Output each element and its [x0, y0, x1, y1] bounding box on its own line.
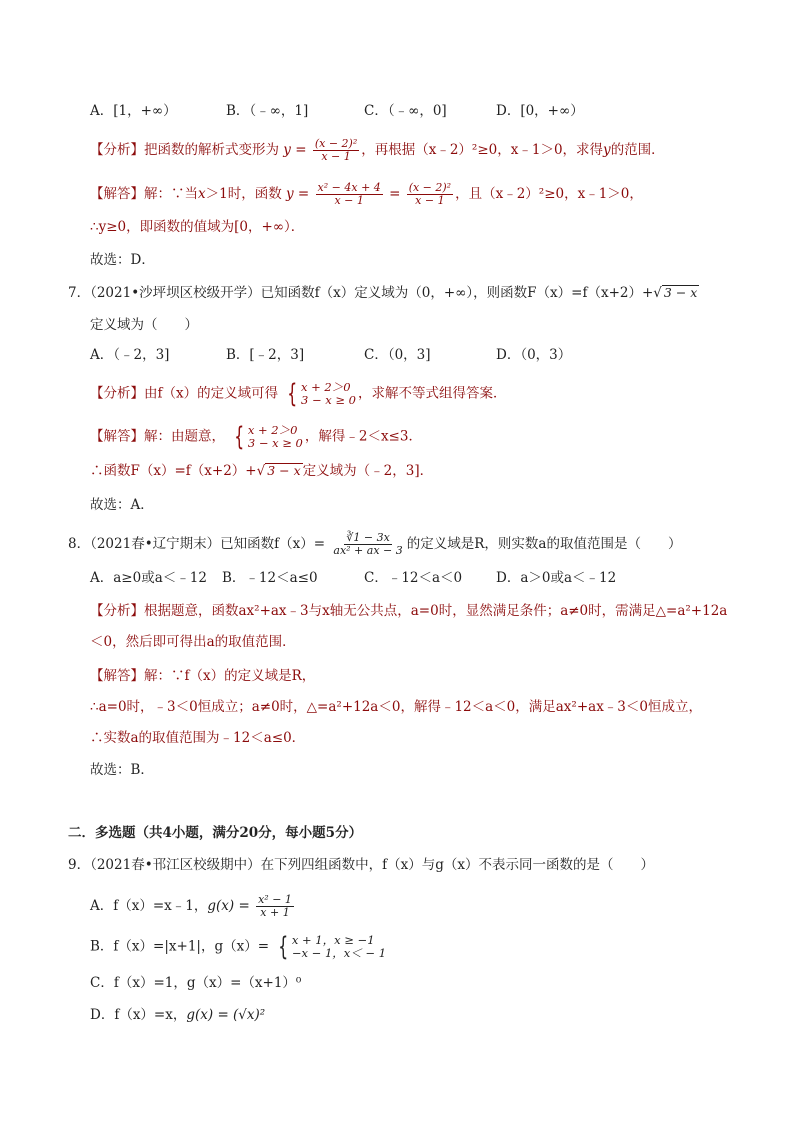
- solution-text: ，解得﹣2＜x≤3．: [304, 428, 422, 445]
- analysis-text: 把函数的解析式变形为: [144, 142, 279, 158]
- y-equals: y =: [286, 186, 310, 202]
- q7-solution-line2: [90, 462, 433, 480]
- q7-option-d: D．（0，3）: [496, 347, 572, 363]
- q8-answer: 故选：B．: [90, 762, 154, 778]
- analysis-text: 根据题意，函数ax²+ax﹣3与x轴无公共点，a=0时，显然满足条件；a≠0时，需满足△=a²+12a: [144, 603, 728, 619]
- q8-option-b: B．﹣12＜a≤0: [222, 570, 318, 586]
- q8-option-d: D．a＞0或a＜﹣12: [496, 570, 617, 586]
- g-equals: g(x) =: [207, 898, 250, 914]
- fraction-denominator: ax² + ax − 3: [333, 544, 403, 557]
- q7-stem: [68, 284, 699, 302]
- q6-analysis: [90, 138, 665, 163]
- solution-tag: 【解答】: [90, 428, 144, 445]
- analysis-tag: 【分析】: [90, 385, 144, 402]
- solution-tag: 【解答】: [90, 668, 144, 684]
- system-row: x + 2＞0: [247, 423, 298, 437]
- fraction: [313, 138, 359, 163]
- q8-option-c: C．﹣12＜a＜0: [364, 570, 463, 586]
- option-text: B．f（x）=|x+1|，g（x）=: [90, 938, 270, 955]
- q6-solution-line2: ∴y≥0，即函数的值域为[0，+∞）．: [90, 219, 305, 235]
- sqrt-icon: √: [256, 463, 266, 479]
- inequality-system: [231, 424, 303, 450]
- fraction: [316, 182, 383, 207]
- fraction-denominator: x − 1: [321, 150, 351, 163]
- solution-text: 解：∵f（x）的定义域是R，: [144, 668, 316, 684]
- q6-option-c: C．（﹣∞，0]: [364, 103, 447, 119]
- q7-stem-line2: 定义域为（ ）: [90, 317, 198, 333]
- solution-text: ，且（x﹣2）²≥0，x﹣1＞0，: [455, 186, 643, 202]
- q8-solution-line3: ∴实数a的取值范围为﹣12＜a≤0．: [90, 730, 306, 746]
- section-heading: 二．多选题（共4小题，满分20分，每小题5分）: [68, 825, 363, 841]
- sqrt-icon: √: [653, 285, 662, 301]
- analysis-text: 的范围．: [610, 142, 665, 158]
- fraction: [407, 182, 453, 207]
- system-row: 3 − x ≥ 0: [300, 393, 356, 407]
- q8-solution: [90, 667, 315, 685]
- analysis-text: ，再根据（x﹣2）²≥0，x﹣1＞0，求得: [361, 142, 604, 158]
- option-text: A．f（x）=x﹣1，: [90, 898, 208, 914]
- fraction-denominator: x − 1: [334, 194, 364, 207]
- q9-option-b: [90, 934, 388, 960]
- fraction-numerator: (x − 2)²: [408, 181, 452, 194]
- q9-stem: 9．（2021春•邗江区校级期中）在下列四组函数中，f（x）与g（x）不表示同一函数的是（ ）: [68, 857, 655, 873]
- fraction-denominator: x + 1: [260, 906, 290, 919]
- solution-text: ∴函数F（x）=f（x+2）+: [90, 463, 257, 479]
- system-row: x + 2＞0: [300, 380, 351, 394]
- fraction-numerator: ∛1 − 3x: [346, 531, 390, 544]
- sqrt-radicand: 3 − x: [663, 285, 698, 300]
- equals-sign: =: [389, 186, 401, 202]
- q9-option-a: [90, 894, 296, 919]
- fraction-numerator: x² − 4x + 4: [317, 181, 381, 194]
- fraction-denominator: x − 1: [415, 194, 445, 207]
- solution-text: 定义域为（﹣2，3]．: [302, 463, 434, 479]
- q7-option-c: C．（0，3]: [364, 347, 431, 363]
- piecewise-row: −x − 1，x＜ − 1: [291, 946, 387, 960]
- analysis-tag: 【分析】: [90, 142, 144, 158]
- q8-analysis: [90, 602, 727, 620]
- q7-option-a: A．（﹣2，3]: [90, 347, 170, 363]
- analysis-text: ，求解不等式组得答案．: [357, 385, 507, 402]
- piecewise-system: [275, 934, 386, 960]
- piecewise-row: x + 1，x ≥ −1: [291, 933, 375, 947]
- q9-option-c: C．f（x）=1，g（x）=（x+1）⁰: [90, 975, 302, 991]
- fraction-numerator: (x − 2)²: [314, 137, 358, 150]
- variable-y: y: [603, 142, 611, 158]
- fraction: [256, 894, 294, 919]
- sqrt-radicand: 3 − x: [267, 463, 301, 478]
- q8-solution-line2: ∴a=0时，﹣3＜0恒成立；a≠0时，△=a²+12a＜0，解得﹣12＜a＜0，满足ax²+ax﹣3＜0恒成立，: [90, 699, 702, 715]
- solution-text: 解：∵当: [144, 186, 198, 202]
- option-text: D．f（x）=x，: [90, 1007, 187, 1023]
- solution-tag: 【解答】: [90, 186, 144, 202]
- q6-answer: 故选：D．: [90, 252, 155, 268]
- q8-option-a: A．a≥0或a＜﹣12: [90, 570, 207, 586]
- inequality-system: [284, 381, 356, 407]
- q6-option-d: D．[0，+∞）: [496, 103, 584, 119]
- solution-text: 解：由题意，: [144, 428, 225, 445]
- q7-analysis: [90, 381, 506, 407]
- q7-solution: [90, 424, 422, 450]
- solution-text: ＞1时，函数: [205, 186, 282, 202]
- q7-answer: 故选：A．: [90, 497, 154, 513]
- analysis-tag: 【分析】: [90, 603, 144, 619]
- question-text: 7．（2021•沙坪坝区校级开学）已知函数f（x）定义域为（0，+∞），则函数F（x）=f（x+2）+: [68, 285, 654, 301]
- q6-solution: [90, 182, 643, 207]
- question-text: 8．（2021春•辽宁期末）已知函数f（x）=: [68, 536, 326, 552]
- fraction: [331, 532, 404, 557]
- fraction-numerator: x² − 1: [258, 893, 292, 906]
- y-equals: y =: [283, 142, 307, 158]
- q9-option-d: [90, 1006, 265, 1024]
- brace-icon: {: [278, 932, 289, 962]
- q8-stem: [68, 532, 681, 557]
- brace-icon: {: [234, 422, 245, 452]
- q6-option-b: B．（﹣∞，1]: [226, 103, 309, 119]
- g-function: g(x) = (√x)²: [186, 1007, 266, 1023]
- brace-icon: {: [287, 379, 298, 409]
- analysis-text: 由f（x）的定义域可得: [144, 385, 279, 402]
- q7-option-b: B．[﹣2，3]: [226, 347, 305, 363]
- q8-analysis-line2: ＜0，然后即可得出a的取值范围．: [90, 634, 296, 650]
- question-text: 的定义域是R，则实数a的取值范围是（ ）: [406, 536, 682, 552]
- q6-option-a: A．[1，+∞）: [90, 103, 177, 119]
- variable-x: x: [198, 186, 206, 202]
- system-row: 3 − x ≥ 0: [247, 436, 303, 450]
